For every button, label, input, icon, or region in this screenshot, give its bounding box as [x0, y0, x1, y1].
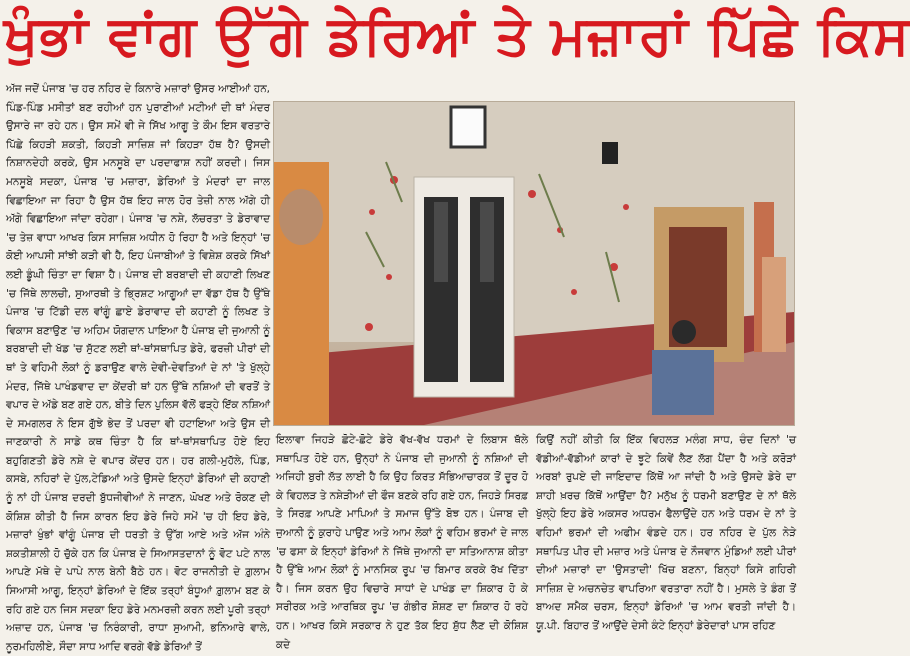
article-column-left: ਅੱਜ ਜਦੋਂ ਪੰਜਾਬ 'ਚ ਹਰ ਨਹਿਰ ਦੇ ਕਿਨਾਰੇ ਮਜ਼ਾਰਾਂ ਉਸਰ ਆਈਆਂ ਹਨ, ਪਿੰਡ-ਪਿੰਡ ਮਸੀਤਾਂ ਬਣ ਰਹੀਆਂ ਹਨ ਪੁਰਾਣੀਆਂ ਮਟੀਆਂ ਦੀ ਥਾਂ ਮੰਦਰ ਉਸਾਰੇ ਜਾ ਰਹੇ ਹਨ। ਉਸ ਸਮੇਂ ਵੀ ਜੇ ਸਿੱਖ ਆਗੂ ਤੇ ਕੌਮ ਇਸ ਵਰਤਾਰੇ ਪਿੱਛੇ ਕਿਹੜੀ ਸ਼ਕਤੀ, ਕਿਹੜੀ ਸਾਜ਼ਿਸ਼ ਜਾਂ ਕਿਹੜਾ ਹੱਥ ਹੈ? ਉਸਦੀ ਨਿਸ਼ਾਨਦੇਹੀ ਕਰਕੇ, ਉਸ ਮਨਸੂਬੇ ਦਾ ਪਰਦਾਫਾਸ਼ ਨਹੀਂ ਕਰਦੀ। ਜਿਸ ਮਨਸੂਬੇ ਸਦਕਾ, ਪੰਜਾਬ 'ਚ ਮਜ਼ਾਰਾ, ਡੇਰਿਆਂ ਤੇ ਮੰਦਰਾਂ ਦਾ ਜਾਲ ਵਿਛਾਇਆ ਜਾ ਰਿਹਾ ਹੈ ਉਸ ਹੱਥ ਇਹ ਜਾਲ ਹੋਰ ਤੇਜ਼ੀ ਨਾਲ ਅੱਗੇ ਹੀ ਅੱਗੇ ਵਿਛਾਇਆ ਜਾਂਦਾ ਰਹੇਗਾ। ਪੰਜਾਬ 'ਚ ਨਸ਼ੇ, ਲੱਚਰਤਾ ਤੇ ਡੇਰਾਵਾਦ 'ਚ ਤੇਜ਼ ਵਾਧਾ ਆਖਰ ਕਿਸ ਸਾਜ਼ਿਸ਼ ਅਧੀਨ ਹੋ ਰਿਹਾ ਹੈ ਅਤੇ ਇਨ੍ਹਾਂ 'ਚ ਕੋਈ ਆਪਸੀ ਸਾਂਝੀ ਕੜੀ ਵੀ ਹੈ, ਇਹ ਪੰਜਾਬੀਆਂ ਤੇ ਵਿਸ਼ੇਸ਼ ਕਰਕੇ ਸਿੱਖਾਂ ਲਈ ਡੂੰਘੀ ਚਿੰਤਾ ਦਾ ਵਿਸ਼ਾ ਹੈ। ਪੰਜਾਬ ਦੀ ਬਰਬਾਦੀ ਦੀ ਕਹਾਣੀ ਲਿਖਣ 'ਚ ਜਿੱਥੇ ਲਾਲਚੀ, ਸੁਆਰਥੀ ਤੇ ਭ੍ਰਿਸ਼ਟ ਆਗੂਆਂ ਦਾ ਵੱਡਾ ਹੱਥ ਹੈ ਉੱਥੇ ਪੰਜਾਬ 'ਚ ਟਿੱਡੀ ਦਲ ਵਾਂਗੂੰ ਛਾਏ ਡੇਰਾਵਾਦ ਦੀ ਕਹਾਣੀ ਨੂੰ ਲਿਖਣ ਤੇ ਵਿਕਾਸ ਬਣਾਉਣ 'ਚ ਅਹਿਮ ਯੋਗਦਾਨ ਪਾਇਆ ਹੈ ਪੰਜਾਬ ਦੀ ਜੁਆਨੀ ਨੂੰ ਬਰਬਾਦੀ ਦੀ ਖੱਡ 'ਚ ਸੁੱਟਣ ਲਈ ਥਾਂ-ਥਾਂਸਥਾਪਿਤ ਡੇਰੇ, ਫਰਜ਼ੀ ਪੀਰਾਂ ਦੀ ਥਾਂ ਤੇ ਵਹਿਮੀ ਲੋਕਾਂ ਨੂੰ ਡਰਾਉਣ ਵਾਲੇ ਦੇਵੀ-ਦੇਵਤਿਆਂ ਦੇ ਨਾਂ 'ਤੇ ਖੁੱਲ੍ਹੇ ਮੰਦਰ, ਜਿੱਥੇ ਪਾਖੰਡਵਾਦ ਦਾ ਕੇਂਦਰੀ ਥਾਂ ਹਨ ਉੱਥੇ ਨਸ਼ਿਆਂ ਦੀ ਵਰਤੋਂ ਤੇ ਵਪਾਰ ਦੇ ਅੱਡੇ ਬਣ ਗਏ ਹਨ, ਬੀਤੇ ਦਿਨ ਪੁਲਿਸ ਵੱਲੋਂ ਫੜ੍ਹੇ ਇੱਕ ਨਸ਼ਿਆਂ ਦੇ ਸਮਗਲਰ ਨੇ ਇਸ ਗੁੱਝੇ ਭੇਦ ਤੋਂ ਪਰਦਾ ਵੀ ਹਟਾਇਆ ਅਤੇ ਉਸ ਦੀ ਜਾਣਕਾਰੀ ਨੇ ਸਾਡੇ ਕਥ ਚਿੰਤਾ ਹੈ ਕਿ ਥਾਂ-ਥਾਂਸਥਾਪਿਤ ਹੋਏ ਇਹ ਬਹੁਗਿਣਤੀ ਡੇਰੇ ਨਸ਼ੇ ਦੇ ਵਪਾਰ ਕੇਂਦਰ ਹਨ। ਹਰ ਗਲੀ-ਮੁਹੱਲੇ, ਪਿੰਡ, ਕਸਬੇ, ਨਹਿਰਾਂ ਦੇ ਪੁੱਲ,ਟੇਡਿਆਂ ਅਤੇ ਉਸਦੇ ਇਨ੍ਹਾਂ ਡੇਰਿਆਂ ਦੀ ਕਹਾਣੀ ਨੂੰ ਨਾਂ ਹੀ ਪੰਜਾਬ ਦਰਦੀ ਬੁੱਧਜੀਵੀਆਂ ਨੇ ਜਾਣਨ, ਘੋਖਣ ਅਤੇ ਰੋਕਣ ਦੀ ਕੋਸ਼ਿਸ਼ ਕੀਤੀ ਹੈ ਜਿਸ ਕਾਰਨ ਇਹ ਡੇਰੇ ਜਿਹੇ ਸਮੇਂ 'ਚ ਹੀ ਇਹ ਡੇਰੇ, ਮਜ਼ਾਰਾਂ ਖੁੰਭਾਂ ਵਾਂਗੂੰ ਪੰਜਾਬ ਦੀ ਧਰਤੀ ਤੇ ਉੱਗ ਆਏ ਅਤੇ ਅੱਜ ਅੰਨੇ ਸ਼ਕਤੀਸ਼ਾਲੀ ਹੋ ਚੁੱਕੇ ਹਨ ਕਿ ਪੰਜਾਬ ਦੇ ਸਿਆਸਤਦਾਨਾਂ ਨੂੰ ਵੋਟ ਪਟੇ ਨਾਲ ਆਪਣੇ ਮੱਥੇ ਦੇ ਪਾਪੇ ਨਾਲ ਬੇਨੀ ਬੈਠੇ ਹਨ। ਵੋਟ ਰਾਜਨੀਤੀ ਦੇ ਗ਼ੁਲਾਮ ਸਿਆਸੀ ਆਗੂ, ਇਨ੍ਹਾਂ ਡੇਰਿਆਂ ਦੇ ਇੱਕ ਤਰ੍ਹਾਂ ਬੰਧੂਆਂ ਗ਼ੁਲਾਮ ਬਣ ਕੇ ਰਹਿ ਗਏ ਹਨ ਜਿਸ ਸਦਕਾ ਇਹ ਡੇਰੇ ਮਨਮਰਜ਼ੀ ਕਰਨ ਲਈ ਪੂਰੀ ਤਰ੍ਹਾਂ ਅਜ਼ਾਦ ਹਨ, ਪੰਜਾਬ 'ਚ ਨਿਰੰਕਾਰੀ, ਰਾਧਾ ਸੁਆਮੀ, ਭਨਿਆਰੇ ਵਾਲੇ, ਨੂਰਮਹਿਲੀਏ, ਸੌਦਾ ਸਾਧ ਆਦਿ ਵਰਗੇ ਵੱਡੇ ਡੇਰਿਆਂ ਤੋਂ: [6, 83, 270, 653]
news-photo: [273, 101, 795, 426]
article-column-middle: ਇਲਾਵਾ ਜਿਹੜੇ ਛੋਟੇ-ਛੋਟੇ ਡੇਰੇ ਵੱਖ-ਵੱਖ ਧਰਮਾਂ ਦੇ ਲਿਬਾਸ ਥੱਲੇ ਸਥਾਪਿਤ ਹੋਏ ਹਨ, ਉਨ੍ਹਾਂ ਨੇ ਪੰਜਾਬ ਦੀ ਜੁਆਨੀ ਨੂੰ ਨਸ਼ਿਆਂ ਦੀ ਅਜਿਹੀ ਬੁਰੀ ਲੱਤ ਲਾਈ ਹੈ ਕਿ ਉਹ ਕਿਰਤ ਸੱਭਿਆਚਾਰਕ ਤੋਂ ਦੂਰ ਹੋ ਕੇ ਵਿਹਲੜ ਤੇ ਨਸ਼ੇੜੀਆਂ ਦੀ ਫੌਜ ਬਣਕੇ ਰਹਿ ਗਏ ਹਨ, ਜਿਹੜੇ ਸਿਰਫ਼ ਤੇ ਸਿਰਫ਼ ਆਪਣੇ ਮਾਪਿਆਂ ਤੇ ਸਮਾਜ ਉੱਤੇ ਬੋਝ ਹਨ। ਪੰਜਾਬ ਦੀ ਜੁਆਨੀ ਨੂੰ ਕੁਰਾਹੇ ਪਾਉਣ ਅਤੇ ਆਮ ਲੋਕਾਂ ਨੂੰ ਵਹਿਮ ਭਰਮਾਂ ਦੇ ਜਾਲ 'ਚ ਫਸਾ ਕੇ ਇਨ੍ਹਾਂ ਡੇਰਿਆਂ ਨੇ ਜਿੱਥੇ ਜੁਆਨੀ ਦਾ ਸਤਿਆਨਾਸ਼ ਕੀਤਾ ਹੈ ਉੱਥੇ ਆਮ ਲੋਕਾਂ ਨੂੰ ਮਾਨਸਿਕ ਰੂਪ 'ਚ ਬਿਮਾਰ ਕਰਕੇ ਰੱਖ ਦਿੱਤਾ ਹੈ। ਜਿਸ ਕਰਨ ਉਹ ਵਿਚਾਰੇ ਸਾਧਾਂ ਦੇ ਪਾਖੰਡ ਦਾ ਸ਼ਿਕਾਰ ਹੋ ਕੇ ਸਰੀਰਕ ਅਤੇ ਆਰਥਿਕ ਰੂਪ 'ਚ ਗੰਭੀਰ ਸ਼ੋਸ਼ਣ ਦਾ ਸ਼ਿਕਾਰ ਹੋ ਰਹੇ ਹਨ। ਆਖਰ ਕਿਸੇ ਸਰਕਾਰ ਨੇ ਹੁਣ ਤੱਕ ਇਹ ਸ਼ੁੱਧ ਲੈਣ ਦੀ ਕੋਸ਼ਿਸ਼ ਕਦੇ: [276, 434, 528, 651]
headline: ਖੁੰਭਾਂ ਵਾਂਗ ਉੱਗੇ ਡੇਰਿਆਂ ਤੇ ਮਜ਼ਾਰਾਂ ਪਿੱਛੇ ਕਿਸ: [4, 4, 910, 67]
article-column-right: ਕਿਉਂ ਨਹੀਂ ਕੀਤੀ ਕਿ ਇੱਕ ਵਿਹਲੜ ਮਲੰਗ ਸਾਧ, ਚੰਦ ਦਿਨਾਂ 'ਚ ਵੱਡੀਆਂ-ਵੱਡੀਆਂ ਕਾਰਾਂ ਦੇ ਝੂਟੇ ਕਿਵੇਂ ਲੈਣ ਲੱਗ ਪੈਂਦਾ ਹੈ ਅਤੇ ਕਰੋੜਾਂ ਅਰਬਾਂ ਰੁਪਏ ਦੀ ਜਾਇਦਾਦ ਕਿੱਥੋਂ ਆ ਜਾਂਦੀ ਹੈ ਅਤੇ ਉਸਦੇ ਡੇਰੇ ਦਾ ਸ਼ਾਹੀ ਖ਼ਰਚ ਕਿੱਥੋਂ ਆਉਂਦਾ ਹੈ? ਮਨੁੱਖ ਨੂੰ ਧਰਮੀ ਬਣਾਉਣ ਦੇ ਨਾਂ ਥੱਲੇ ਖੁੱਲ੍ਹੇ ਇਹ ਡੇਰੇ ਅਕਸਰ ਅਧਰਮ ਫੈਲਾਉਂਦੇ ਹਨ ਅਤੇ ਧਰਮ ਦੇ ਨਾਂ ਤੇ ਵਹਿਮਾਂ ਭਰਮਾਂ ਦੀ ਅਫੀਮ ਵੰਡਦੇ ਹਨ। ਹਰ ਨਹਿਰ ਦੇ ਪੁੱਲ ਨੇੜੇ ਸਥਾਪਿਤ ਪੀਰ ਦੀ ਮਜ਼ਾਰ ਅਤੇ ਪੰਜਾਬ ਦੇ ਨੌਜਵਾਨ ਮੁੰਡਿਆਂ ਲਈ ਪੀਰਾਂ ਦੀਆਂ ਮਜ਼ਾਰਾਂ ਦਾ 'ਉਸਤਾਦੀ' ਖਿੱਚ ਬਣਨਾ, ਬਿਨ੍ਹਾਂ ਕਿਸੇ ਗਹਿਰੀ ਸਾਜ਼ਿਸ਼ ਦੇ ਅਚਨਚੇਤ ਵਾਪਰਿਆ ਵਰਤਾਰਾ ਨਹੀਂ ਹੈ। ਮੁਸਲੇ ਤੇ ਡੰਗ ਤੋਂ ਬਾਅਦ ਸਮੈਕ ਚਰਸ, ਇਨ੍ਹਾਂ ਡੇਰਿਆਂ 'ਚ ਆਮ ਵਰਤੀ ਜਾਂਦੀ ਹੈ। ਯੂ.ਪੀ. ਬਿਹਾਰ ਤੋਂ ਆਉਂਦੇ ਦੇਸੀ ਕੰਟੇ ਇਨ੍ਹਾਂ ਡੇਰੇਦਾਰਾਂ ਪਾਸ ਰਹਿਣ: [536, 434, 796, 632]
